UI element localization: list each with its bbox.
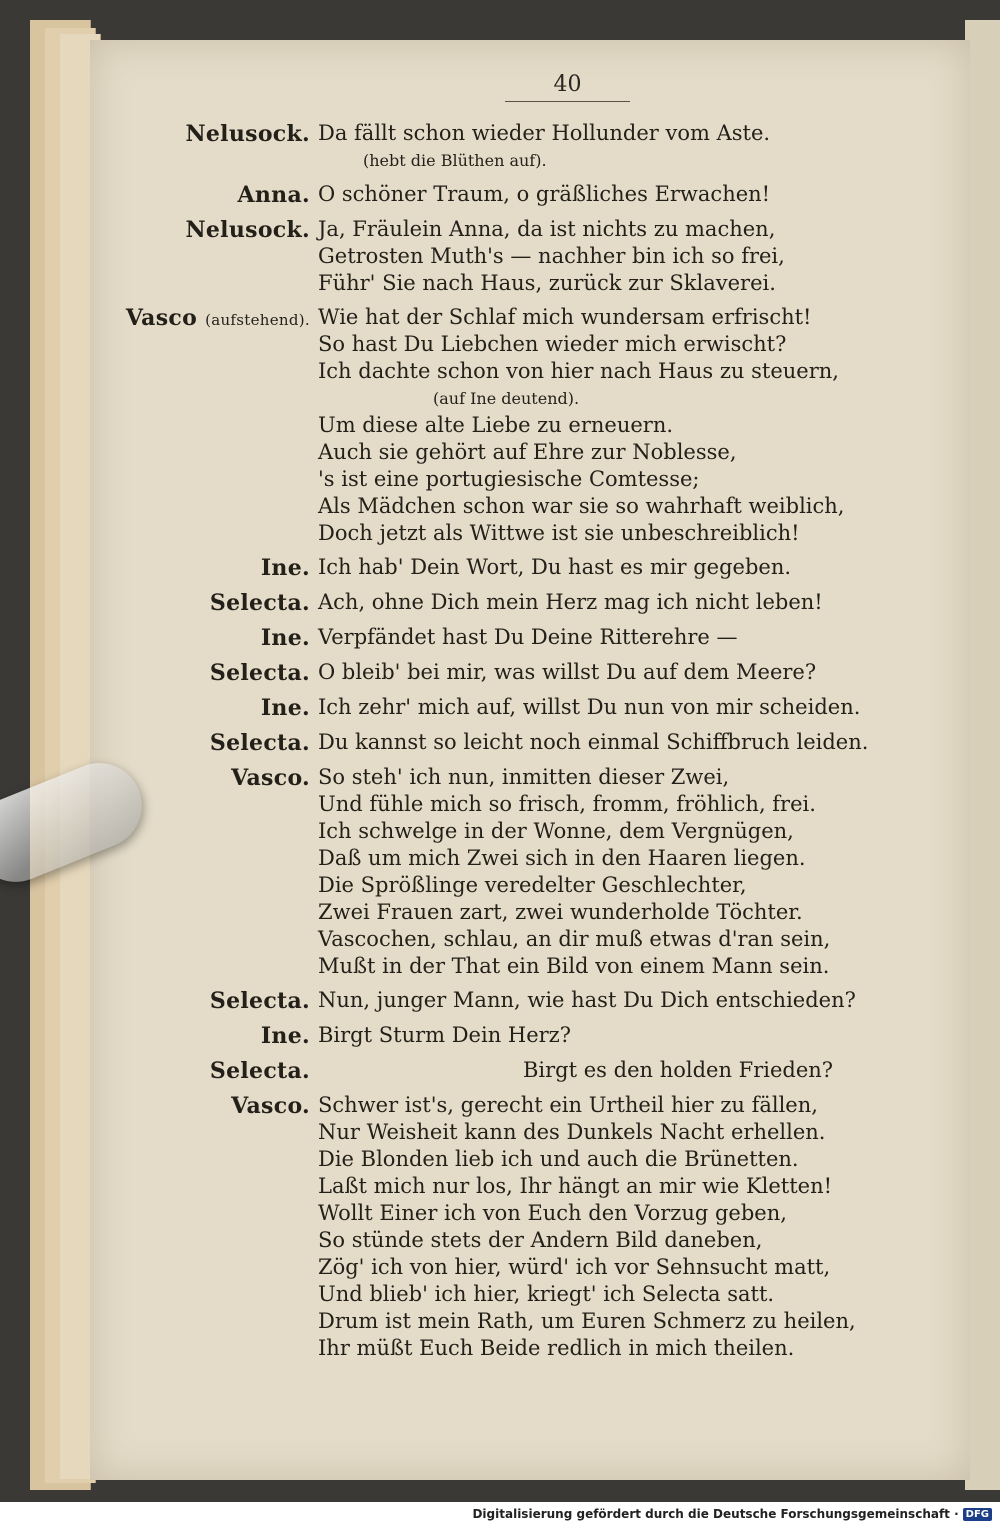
verse-line: Die Blonden lieb ich und auch die Brünetten.	[318, 1147, 799, 1171]
speaker-label: Vasco	[125, 305, 198, 331]
verse-line: Ich schwelge in der Wonne, dem Vergnügen,	[318, 819, 794, 843]
verse-line: Ich zehr' mich auf, willst Du nun von mir scheiden.	[318, 695, 861, 719]
dialogue-entry	[0, 659, 1000, 687]
entry-spacer	[0, 1362, 1000, 1369]
verse-line: Zwei Frauen zart, zwei wunderholde Töchter.	[318, 900, 803, 924]
verse-line: Du kannst so leicht noch einmal Schiffbruch leiden.	[318, 730, 869, 754]
verse-line: Und fühle mich so frisch, fromm, fröhlich, frei.	[318, 792, 816, 816]
entry-spacer	[0, 1085, 1000, 1092]
stage-direction: (hebt die Blüthen auf).	[363, 151, 547, 170]
entry-spacer	[0, 722, 1000, 729]
dfg-logo-icon: DFG	[963, 1508, 992, 1521]
speaker-name	[0, 216, 318, 297]
dialogue-entry	[0, 216, 1000, 297]
speaker-label: Vasco.	[231, 765, 310, 791]
dialogue-entry	[0, 181, 1000, 209]
entry-spacer	[0, 980, 1000, 987]
speaker-label: Anna.	[237, 182, 310, 208]
speaker-label: Selecta.	[209, 730, 310, 756]
verse-line: Drum ist mein Rath, um Euren Schmerz zu heilen,	[318, 1309, 856, 1333]
speaker-label: Selecta.	[209, 660, 310, 686]
speaker-name	[0, 304, 318, 547]
speaker-label: Selecta.	[209, 1058, 310, 1084]
entry-spacer	[0, 174, 1000, 181]
speaker-name	[0, 120, 318, 174]
dialogue-entry	[0, 589, 1000, 617]
entry-spacer	[0, 547, 1000, 554]
speaker-name	[0, 181, 318, 209]
verse-line: Schwer ist's, gerecht ein Urtheil hier zu fällen,	[318, 1093, 818, 1117]
verse-line: O schöner Traum, o gräßliches Erwachen!	[318, 182, 771, 206]
verse-line: Verpfändet hast Du Deine Ritterehre —	[318, 625, 738, 649]
stage-direction: (aufstehend).	[205, 311, 310, 329]
verse-line: Birgt es den holden Frieden?	[523, 1058, 834, 1082]
speaker-name	[0, 729, 318, 757]
speaker-name	[0, 624, 318, 652]
dialogue-entry	[0, 554, 1000, 582]
speaker-label: Ine.	[260, 695, 310, 721]
speaker-label: Vasco.	[231, 1093, 310, 1119]
entry-spacer	[0, 297, 1000, 304]
entry-spacer	[0, 1015, 1000, 1022]
verse-line: Und blieb' ich hier, kriegt' ich Selecta satt.	[318, 1282, 775, 1306]
speaker-label: Selecta.	[209, 988, 310, 1014]
play-text	[0, 120, 1000, 1369]
verse-line: Wollt Einer ich von Euch den Vorzug geben,	[318, 1201, 787, 1225]
verse-line: Zög' ich von hier, würd' ich vor Sehnsucht matt,	[318, 1255, 831, 1279]
entry-spacer	[0, 652, 1000, 659]
dialogue-entry	[0, 987, 1000, 1015]
dialogue-entry	[0, 1057, 1000, 1085]
speaker-label: Nelusock.	[185, 217, 310, 243]
verse-line: Auch sie gehört auf Ehre zur Noblesse,	[318, 440, 737, 464]
verse-line: Mußt in der That ein Bild von einem Mann sein.	[318, 954, 830, 978]
verse-line: So stünde stets der Andern Bild daneben,	[318, 1228, 763, 1252]
dialogue-entry	[0, 729, 1000, 757]
speaker-name	[0, 1092, 318, 1362]
speaker-name	[0, 1057, 318, 1085]
entry-spacer	[0, 209, 1000, 216]
speaker-name	[0, 1022, 318, 1050]
speaker-name	[0, 589, 318, 617]
verse-line: Ich hab' Dein Wort, Du hast es mir gegeben.	[318, 555, 792, 579]
entry-spacer	[0, 582, 1000, 589]
verse-line: Ihr müßt Euch Beide redlich in mich theilen.	[318, 1336, 795, 1360]
verse-line: So steh' ich nun, inmitten dieser Zwei,	[318, 765, 730, 789]
verse-line: Nur Weisheit kann des Dunkels Nacht erhellen.	[318, 1120, 826, 1144]
speaker-label: Selecta.	[209, 590, 310, 616]
entry-spacer	[0, 617, 1000, 624]
verse-line: So hast Du Liebchen wieder mich erwischt?	[318, 332, 787, 356]
verse-line: O bleib' bei mir, was willst Du auf dem Meere?	[318, 660, 817, 684]
page-number: 40	[505, 72, 630, 102]
speaker-label: Ine.	[260, 625, 310, 651]
verse-line: Um diese alte Liebe zu erneuern.	[318, 413, 674, 437]
speaker-label: Ine.	[260, 555, 310, 581]
verse-line: Nun, junger Mann, wie hast Du Dich entschieden?	[318, 988, 856, 1012]
verse-line: Daß um mich Zwei sich in den Haaren liegen.	[318, 846, 806, 870]
speaker-name	[0, 987, 318, 1015]
stage-direction: (auf Ine deutend).	[433, 389, 580, 408]
entry-spacer	[0, 687, 1000, 694]
entry-spacer	[0, 1050, 1000, 1057]
verse-line: Birgt Sturm Dein Herz?	[318, 1023, 572, 1047]
verse-line: Doch jetzt als Wittwe ist sie unbeschreiblich!	[318, 521, 800, 545]
speaker-name	[0, 554, 318, 582]
dialogue-entry	[0, 694, 1000, 722]
speaker-label: Nelusock.	[185, 121, 310, 147]
verse-line: Ich dachte schon von hier nach Haus zu steuern,	[318, 359, 839, 383]
verse-line: Vascochen, schlau, an dir muß etwas d'ran sein,	[318, 927, 831, 951]
dialogue-entry	[0, 764, 1000, 980]
verse-line: Da fällt schon wieder Hollunder vom Aste.	[318, 121, 771, 145]
verse-line: Ja, Fräulein Anna, da ist nichts zu machen,	[318, 217, 776, 241]
dialogue-entry	[0, 120, 1000, 174]
verse-line: Führ' Sie nach Haus, zurück zur Sklaverei.	[318, 271, 776, 295]
verse-line: Getrosten Muth's — nachher bin ich so frei,	[318, 244, 785, 268]
verse-line: Die Sprößlinge veredelter Geschlechter,	[318, 873, 747, 897]
verse-line: Laßt mich nur los, Ihr hängt an mir wie Kletten!	[318, 1174, 833, 1198]
entry-spacer	[0, 757, 1000, 764]
verse-line: Als Mädchen schon war sie so wahrhaft weiblich,	[318, 494, 845, 518]
speaker-name	[0, 694, 318, 722]
speaker-label: Ine.	[260, 1023, 310, 1049]
dialogue-entry	[0, 1022, 1000, 1050]
verse-line: 's ist eine portugiesische Comtesse;	[318, 467, 700, 491]
verse-line: Ach, ohne Dich mein Herz mag ich nicht leben!	[318, 590, 823, 614]
speaker-name	[0, 659, 318, 687]
footer-credit: Digitalisierung gefördert durch die Deutsche Forschungsgemeinschaft ·	[472, 1507, 959, 1521]
dialogue-entry	[0, 304, 1000, 547]
verse-line: Wie hat der Schlaf mich wundersam erfrischt!	[318, 305, 812, 329]
dialogue-entry	[0, 1092, 1000, 1362]
dialogue-entry	[0, 624, 1000, 652]
footer-bar	[0, 1502, 1000, 1526]
